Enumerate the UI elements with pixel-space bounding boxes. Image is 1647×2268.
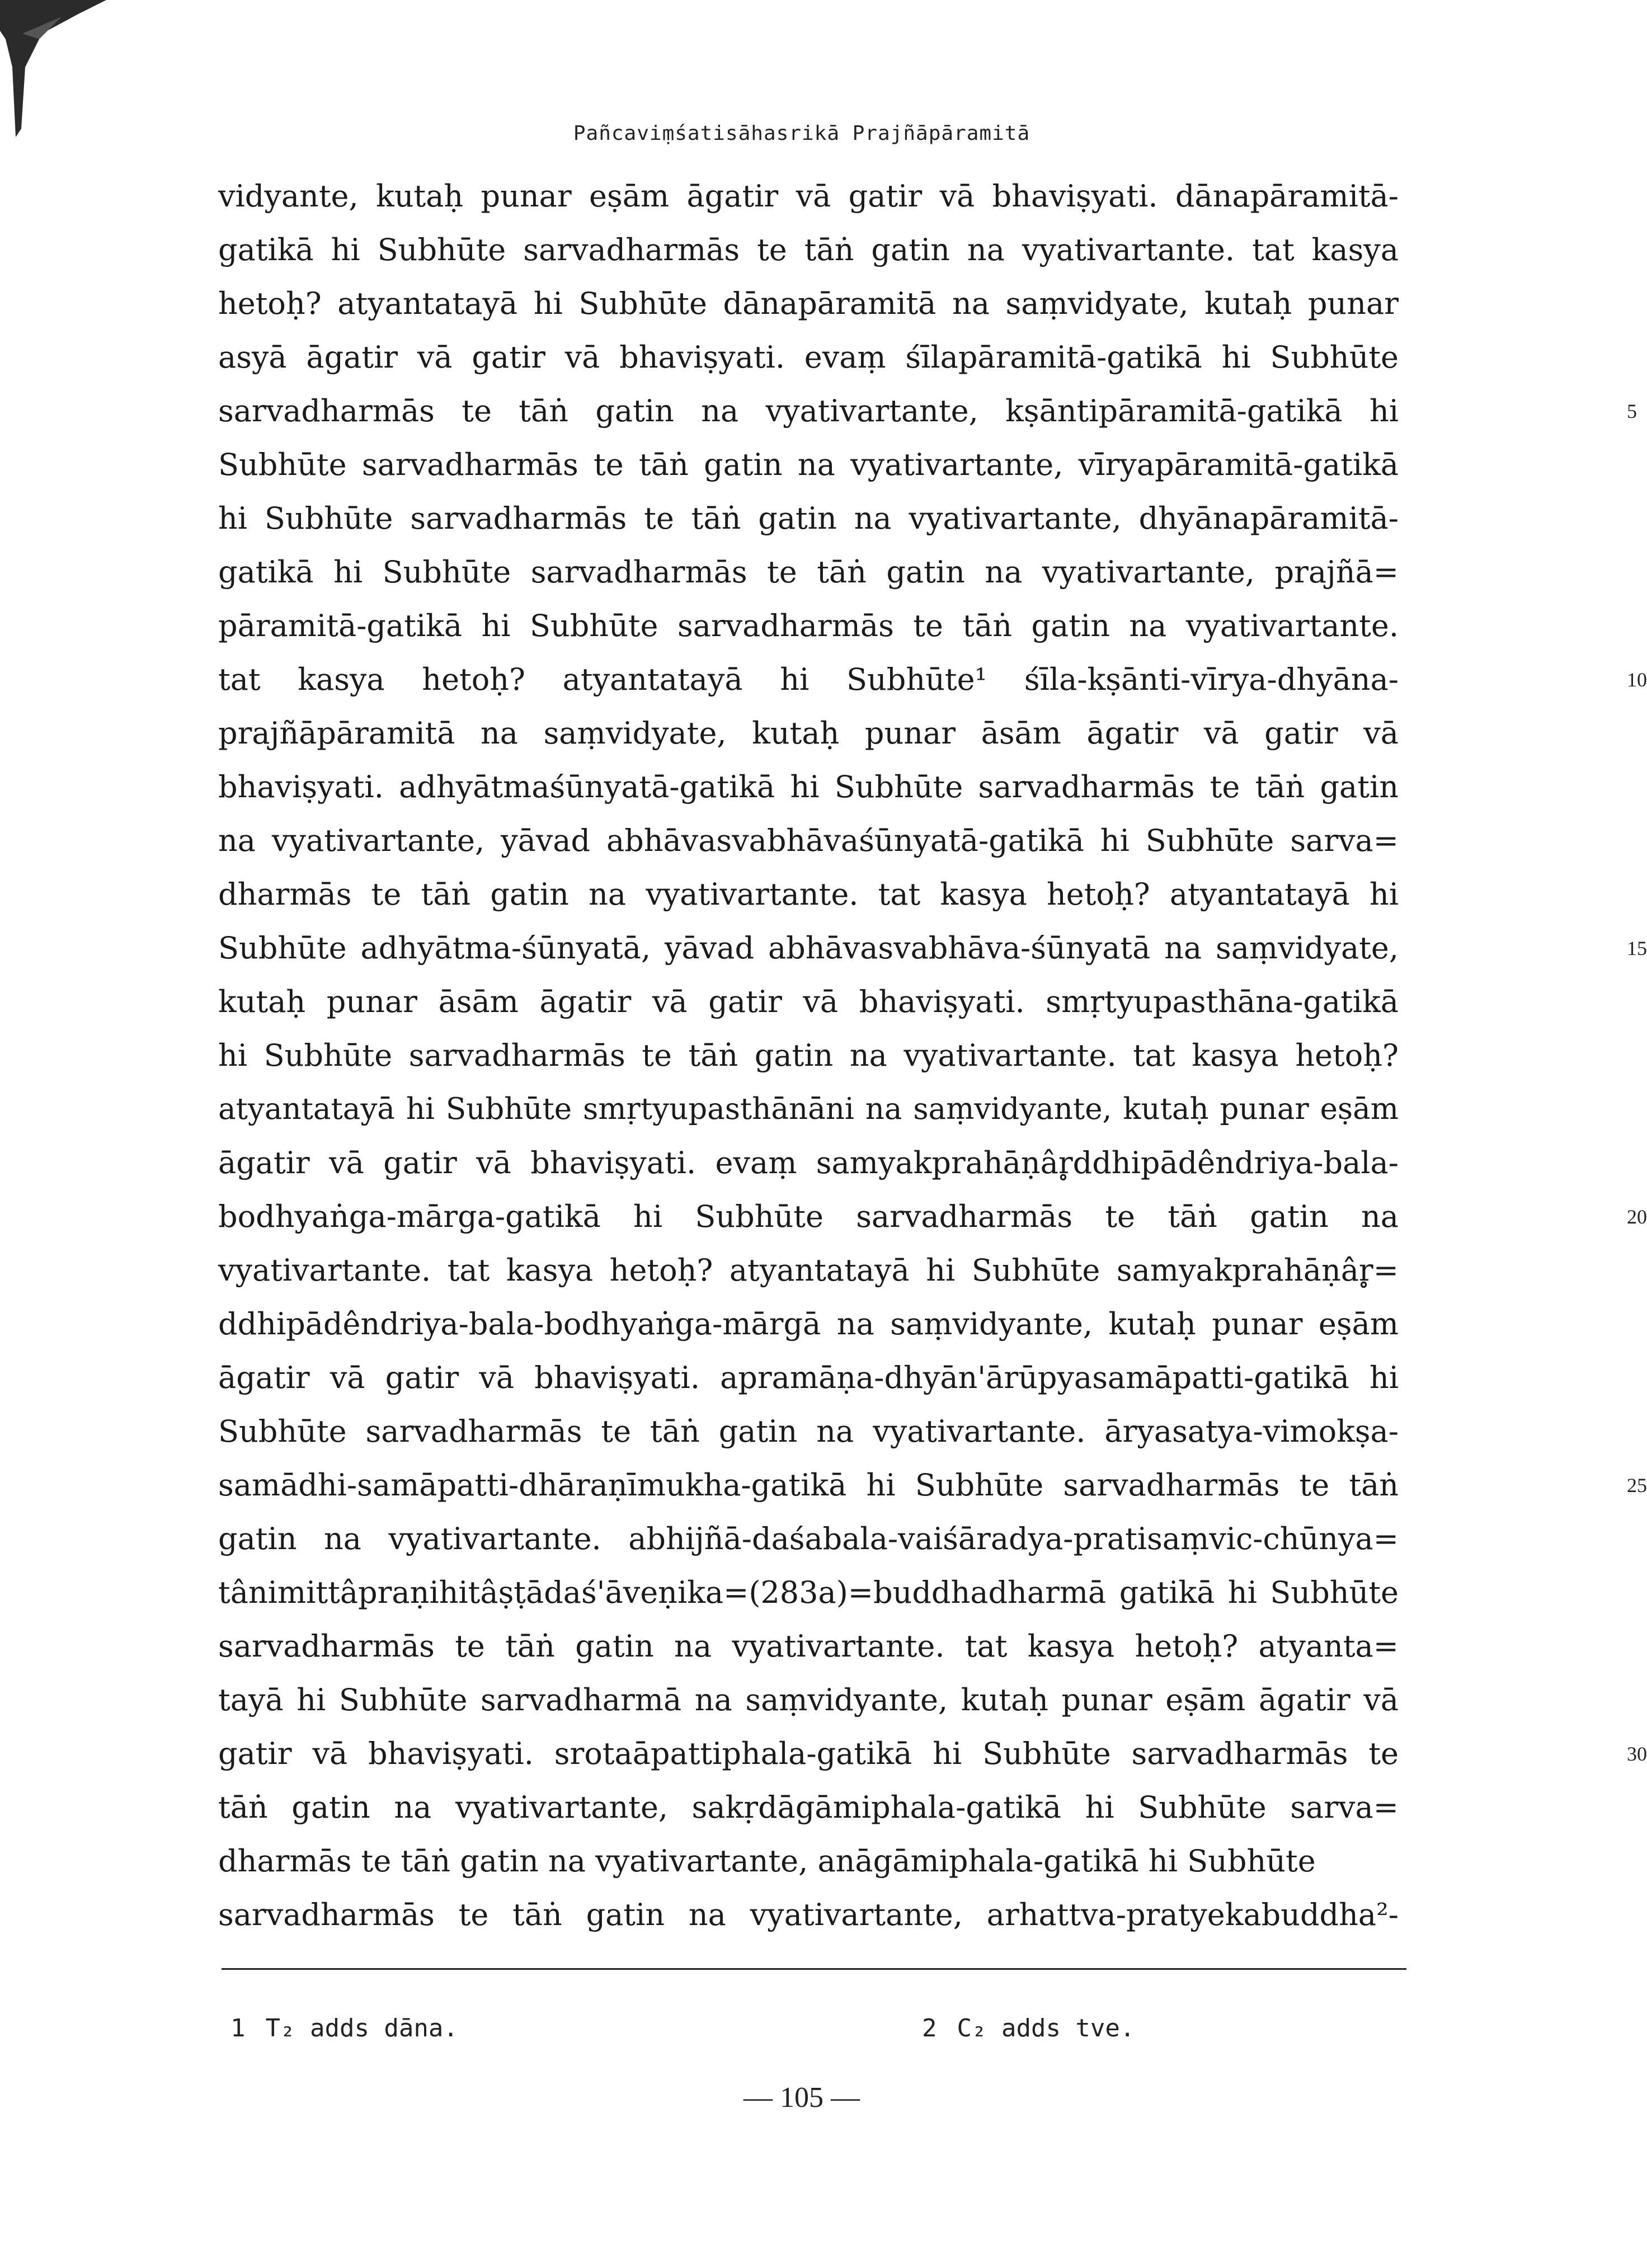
line-number: 25 <box>1627 1474 1647 1497</box>
text-line: atyantatayā hi Subhūte smṛtyupasthānāni na saṃvidyante, kutaḥ punar eṣām <box>218 1092 1399 1126</box>
text-line: sarvadharmās te tāṅ gatin na vyativartante. tat kasya hetoḥ? atyanta= <box>218 1629 1399 1664</box>
text-line: tânimittâpraṇihitâṣṭādaś'āveṇika=(283a)=buddhadharmā gatikā hi Subhūte <box>218 1575 1399 1610</box>
text-line: pāramitā-gatikā hi Subhūte sarvadharmās te tāṅ gatin na vyativartante. <box>218 608 1399 643</box>
text-line: bodhyaṅga-mārga-gatikā hi Subhūte sarvadharmās te tāṅ gatin na <box>218 1199 1399 1234</box>
text-line: dharmās te tāṅ gatin na vyativartante, anāgāmiphala-gatikā hi Subhūte <box>218 1843 1316 1879</box>
text-line: gatir vā bhaviṣyati. srotaāpattiphala-gatikā hi Subhūte sarvadharmās te <box>218 1736 1399 1771</box>
footnote-number: 1 <box>230 2014 246 2043</box>
text-line: āgatir vā gatir vā bhaviṣyati. evaṃ samyakprahāṇâr̥ddhipādêndriya-bala- <box>218 1145 1399 1180</box>
line-number: 15 <box>1627 937 1647 959</box>
text-line: prajñāpāramitā na saṃvidyate, kutaḥ punar āsām āgatir vā gatir vā <box>218 716 1399 751</box>
text-line: dharmās te tāṅ gatin na vyativartante. tat kasya hetoḥ? atyantatayā hi <box>218 877 1399 912</box>
footnote-2 <box>922 2014 1135 2043</box>
text-line: tat kasya hetoḥ? atyantatayā hi Subhūte¹ śīla-kṣānti-vīrya-dhyāna- <box>218 662 1399 697</box>
text-line: vyativartante. tat kasya hetoḥ? atyantatayā hi Subhūte samyakprahāṇâr̥= <box>218 1253 1399 1288</box>
text-line: sarvadharmās te tāṅ gatin na vyativartante, arhattva-pratyekabuddha²- <box>218 1897 1399 1932</box>
text-line: tayā hi Subhūte sarvadharmā na saṃvidyante, kutaḥ punar eṣām āgatir vā <box>218 1682 1399 1718</box>
text-line: sarvadharmās te tāṅ gatin na vyativartante, kṣāntipāramitā-gatikā hi <box>218 393 1399 429</box>
text-line: hetoḥ? atyantatayā hi Subhūte dānapāramitā na saṃvidyate, kutaḥ punar <box>218 286 1399 321</box>
text-line: hi Subhūte sarvadharmās te tāṅ gatin na vyativartante, dhyānapāramitā- <box>218 501 1399 536</box>
text-line: na vyativartante, yāvad abhāvasvabhāvaśūnyatā-gatikā hi Subhūte sarva= <box>218 823 1399 858</box>
text-line: āgatir vā gatir vā bhaviṣyati. apramāṇa-dhyān'ārūpyasamāpatti-gatikā hi <box>218 1360 1399 1395</box>
text-line: Subhūte sarvadharmās te tāṅ gatin na vyativartante. āryasatya-vimokṣa- <box>218 1414 1399 1449</box>
text-line: gatikā hi Subhūte sarvadharmās te tāṅ gatin na vyativartante. tat kasya <box>218 232 1399 267</box>
text-line: Subhūte sarvadharmās te tāṅ gatin na vyativartante, vīryapāramitā-gatikā <box>218 447 1399 482</box>
page-number: — 105 — <box>743 2082 860 2114</box>
text-line: gatikā hi Subhūte sarvadharmās te tāṅ gatin na vyativartante, prajñā= <box>218 554 1399 590</box>
text-line: hi Subhūte sarvadharmās te tāṅ gatin na vyativartante. tat kasya hetoḥ? <box>218 1038 1399 1073</box>
line-number: 30 <box>1627 1743 1647 1765</box>
footnote-text: C₂ adds tve. <box>957 2014 1135 2043</box>
text-line: asyā āgatir vā gatir vā bhaviṣyati. evaṃ śīlapāramitā-gatikā hi Subhūte <box>218 340 1399 375</box>
text-line: tāṅ gatin na vyativartante, sakṛdāgāmiphala-gatikā hi Subhūte sarva= <box>218 1790 1399 1825</box>
text-line: ddhipādêndriya-bala-bodhyaṅga-mārgā na saṃvidyante, kutaḥ punar eṣām <box>218 1306 1399 1342</box>
footnote-text: T₂ adds dāna. <box>265 2014 458 2043</box>
text-line: vidyante, kutaḥ punar eṣām āgatir vā gatir vā bhaviṣyati. dānapāramitā- <box>218 178 1399 214</box>
text-line: bhaviṣyati. adhyātmaśūnyatā-gatikā hi Subhūte sarvadharmās te tāṅ gatin <box>218 769 1399 804</box>
text-line: Subhūte adhyātma-śūnyatā, yāvad abhāvasvabhāva-śūnyatā na saṃvidyate, <box>218 930 1399 966</box>
footnote-1 <box>230 2014 458 2043</box>
footnote-rule <box>222 1968 1406 1970</box>
text-line: samādhi-samāpatti-dhāraṇīmukha-gatikā hi Subhūte sarvadharmās te tāṅ <box>218 1467 1399 1503</box>
text-line: gatin na vyativartante. abhijñā-daśabala-vaiśāradya-pratisaṃvic-chūnya= <box>218 1521 1399 1556</box>
line-number: 20 <box>1627 1206 1647 1228</box>
line-number: 5 <box>1627 400 1637 422</box>
body-text <box>218 170 1647 1942</box>
running-header: Pañcaviṃśatisāhasrikā Prajñāpāramitā <box>573 122 1030 145</box>
footnote-number: 2 <box>922 2014 937 2043</box>
line-number: 10 <box>1627 669 1647 691</box>
text-line: kutaḥ punar āsām āgatir vā gatir vā bhaviṣyati. smṛtyupasthāna-gatikā <box>218 984 1399 1019</box>
